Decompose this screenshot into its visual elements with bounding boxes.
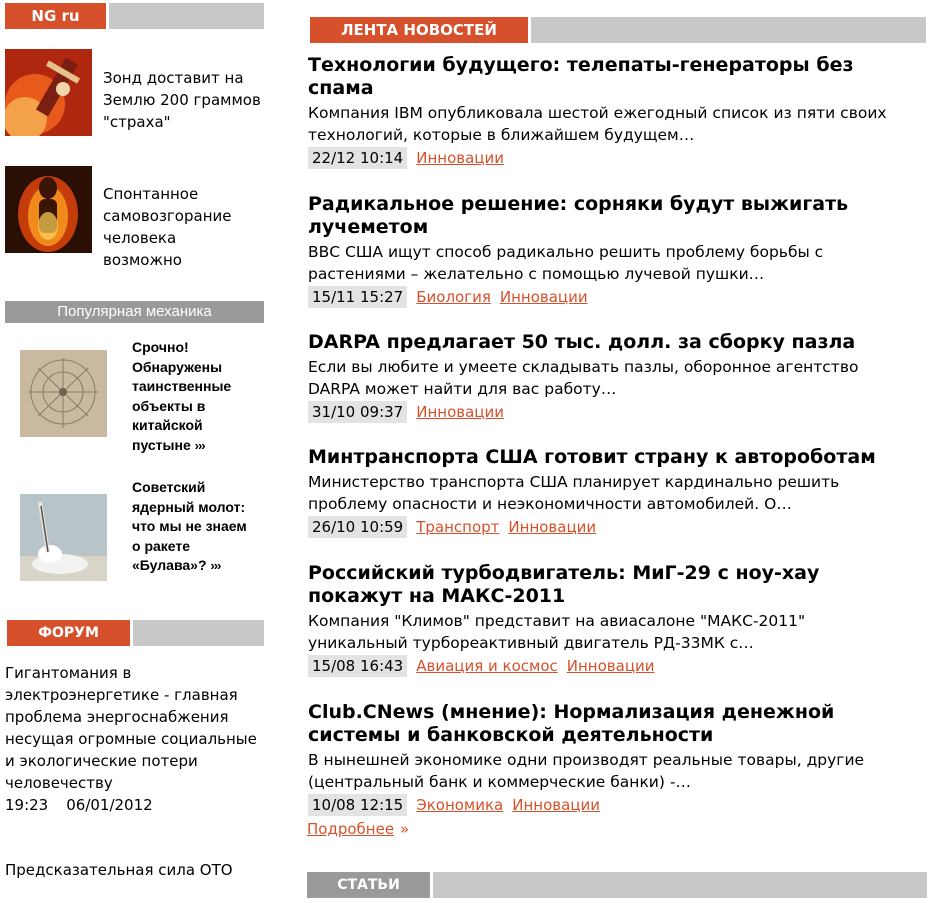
news-title[interactable]: Российский турбодвигатель: МиГ-29 с ноу-хау покажут на МАКС-2011	[308, 562, 820, 607]
articles-header-bar	[307, 872, 927, 898]
header-divider	[430, 872, 433, 898]
news-snippet: Компания "Климов" представит на авиасалоне "МАКС-2011" уникальный турбореактивный двигатель РД-33МК с…	[308, 612, 806, 652]
news-item	[308, 54, 908, 169]
news-date: 15/08 16:43	[308, 655, 407, 677]
header-divider	[106, 3, 109, 29]
news-meta	[308, 655, 908, 677]
news-tag-link[interactable]: Инновации	[499, 288, 588, 306]
news-tag-link[interactable]: Экономика	[416, 796, 504, 814]
header-divider	[528, 17, 531, 43]
forum-header-tab[interactable]: ФОРУМ	[7, 620, 130, 646]
news-snippet: Если вы любите и умеете складывать пазлы, оборонное агентство DARPA может найти для вас работу…	[308, 358, 859, 398]
forum-header-bar	[7, 620, 264, 646]
news-item	[308, 331, 908, 423]
news-snippet: ВВС США ищут способ радикально решить проблему борьбы с растениями – желательно с помощью лучевой пушки…	[308, 243, 824, 283]
news-snippet: Министерство транспорта США планирует кардинально решить проблему опасности и неэкономичности автомобилей. О…	[308, 473, 840, 513]
forum-timestamp	[5, 794, 265, 816]
ng-item[interactable]	[5, 166, 265, 269]
more-arrows-icon[interactable]: ›››	[194, 437, 205, 453]
news-meta	[308, 794, 908, 816]
news-meta	[308, 147, 908, 169]
news-date: 26/10 10:59	[308, 516, 407, 538]
news-meta	[308, 286, 908, 308]
pm-item[interactable]	[20, 478, 260, 608]
news-meta	[308, 401, 908, 423]
news-title[interactable]: Club.CNews (мнение): Нормализация денежной системы и банковской деятельности	[308, 701, 835, 746]
ng-header-bar	[5, 3, 264, 29]
news-tag-link[interactable]: Инновации	[508, 518, 597, 536]
pm-item[interactable]	[20, 338, 260, 463]
more-arrows-icon[interactable]: ›››	[210, 558, 221, 573]
ng-item-title[interactable]: Спонтанное самовозгорание человека возможно	[103, 185, 232, 269]
news-tag-link[interactable]: Биология	[416, 288, 491, 306]
news-tag-link[interactable]: Авиация и космос	[416, 657, 558, 675]
popular-mechanics-bar[interactable]: Популярная механика	[5, 301, 264, 323]
news-header-tab[interactable]: ЛЕНТА НОВОСТЕЙ	[310, 17, 528, 43]
news-tag-link[interactable]: Инновации	[416, 149, 504, 167]
news-date: 10/08 12:15	[308, 794, 407, 816]
news-header-bar	[310, 17, 926, 43]
desert-aerial-image[interactable]	[20, 350, 107, 437]
ng-item-title[interactable]: Зонд доставит на Землю 200 граммов "страха"	[103, 69, 261, 131]
news-snippet: Компания IBM опубликовала шестой ежегодный список из пяти своих технологий, которые в ближайшем будущем…	[308, 104, 887, 144]
header-divider	[130, 620, 133, 646]
news-item	[308, 562, 908, 677]
space-probe-image[interactable]	[5, 49, 92, 136]
fire-figure-image[interactable]	[5, 166, 92, 253]
news-item	[308, 446, 908, 538]
news-tag-link[interactable]: Инновации	[512, 796, 601, 814]
news-date: 22/12 10:14	[308, 147, 407, 169]
news-tag-link[interactable]: Инновации	[416, 403, 504, 421]
forum-topic[interactable]	[5, 662, 265, 816]
news-item	[308, 193, 908, 308]
forum-topic-title[interactable]: Предсказательная сила ОТО	[5, 861, 233, 879]
news-title[interactable]: Радикальное решение: сорняки будут выжигать лучеметом	[308, 193, 849, 238]
forum-topic[interactable]	[5, 859, 265, 881]
pm-item-text[interactable]: Советский ядерный молот: что мы не знаем о ракете «Булава»?	[132, 479, 247, 573]
news-date: 15/11 15:27	[308, 286, 407, 308]
ng-item[interactable]	[5, 49, 265, 139]
more-link-label[interactable]: Подробнее	[307, 820, 395, 838]
ng-header-tab[interactable]: NG ru	[5, 3, 106, 29]
pm-item-title[interactable]	[132, 478, 257, 576]
articles-header-tab[interactable]: СТАТЬИ	[307, 872, 430, 898]
news-date: 31/10 09:37	[308, 401, 407, 423]
news-title[interactable]: Технологии будущего: телепаты-генераторы без спама	[308, 54, 854, 99]
news-item	[308, 701, 908, 816]
forum-topic-title[interactable]: Гигантомания в электроэнергетике - главная проблема энергоснабжения несущая огромные социальные и экологические потери человечеству	[5, 664, 257, 792]
news-tag-link[interactable]: Транспорт	[416, 518, 500, 536]
pm-item-title[interactable]	[132, 338, 257, 455]
forum-date: 06/01/2012	[66, 796, 153, 814]
pm-item-text[interactable]: Срочно! Обнаружены таинственные объекты в китайской пустыне	[132, 339, 232, 453]
raquo-icon[interactable]: »	[400, 820, 410, 838]
news-meta	[308, 516, 908, 538]
more-link[interactable]	[307, 820, 409, 838]
news-title[interactable]: DARPA предлагает 50 тыс. долл. за сборку пазла	[308, 331, 856, 353]
news-title[interactable]: Минтранспорта США готовит страну к авторoботам	[308, 446, 876, 468]
missile-launch-image[interactable]	[20, 494, 107, 581]
news-tag-link[interactable]: Инновации	[566, 657, 655, 675]
news-snippet: В нынешней экономике одни производят реальные товары, другие (центральный банк и коммерческие банки) -…	[308, 751, 865, 791]
forum-time: 19:23	[5, 796, 49, 814]
